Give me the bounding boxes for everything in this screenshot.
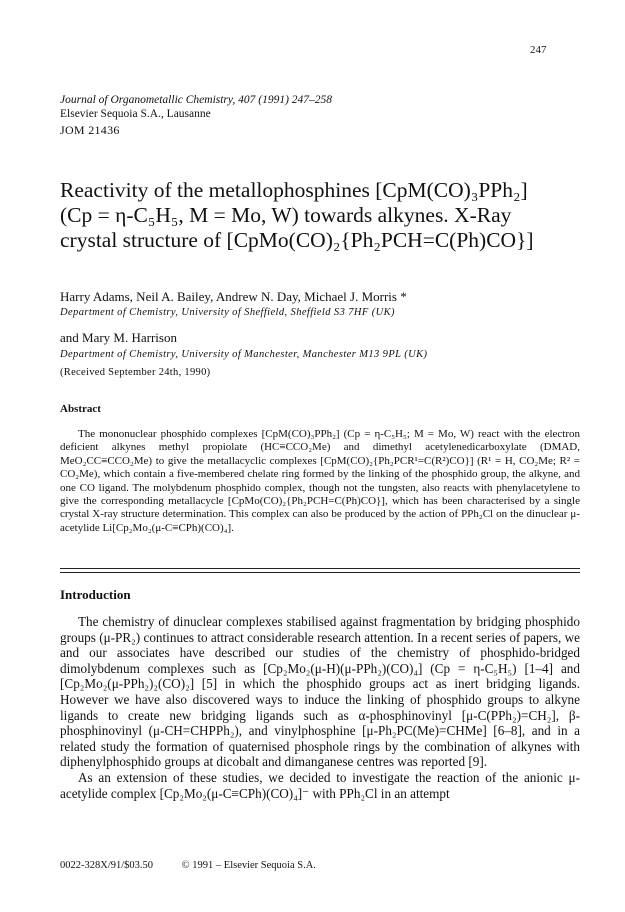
- introduction-paragraph-1: The chemistry of dinuclear complexes stabilised against fragmentation by bridging phosphido groups (μ-PR₂) continues to attract considerable research attention. In a recent series of papers, we and our associates have described our studies of the chemistry of phosphido-bridged dimolybdenum complexes such as [Cp₂Mo₂(μ-H)(μ-PPh₂)(CO)₄] (Cp = η-C₅H₅) [1–4] and [Cp₂Mo₂(μ-PPh₂)₂(CO)₂] [5] in which the phosphido groups act as inert bridging ligands. However we have also discovered ways to induce the linking of phosphido groups to alkyne ligands to create new bridging ligands such as α-phosphinovinyl [μ-C(PPh₂)=CH₂], β-phosphinovinyl (μ-CH=CHPPh₂), and vinylphosphine [μ-Ph₂PC(Me)=CHMe] [6–8], and in a related study the formation of quaternised phosphole rings by the combination of alkynes with diphenylphosphido groups at dicobalt and dimanganese centres was reported [9].: [60, 614, 580, 770]
- authors-group-2: and Mary M. Harrison: [60, 330, 177, 345]
- abstract-heading: Abstract: [60, 403, 101, 415]
- journal-citation: [60, 93, 332, 121]
- introduction-body: [60, 614, 580, 801]
- received-date: (Received September 24th, 1990): [60, 367, 211, 378]
- section-divider-top: [60, 568, 580, 569]
- affiliation-manchester: Department of Chemistry, University of Manchester, Manchester M13 9PL (UK): [60, 349, 428, 360]
- introduction-heading: Introduction: [60, 587, 131, 602]
- authors-group-1: Harry Adams, Neil A. Bailey, Andrew N. Day, Michael J. Morris *: [60, 289, 407, 304]
- introduction-paragraph-2: As an extension of these studies, we decided to investigate the reaction of the anionic μ-acetylide complex [Cp₂Mo₂(μ-C≡CPh)(CO)₄]⁻ with PPh₂Cl in an attempt: [60, 769, 580, 801]
- title-line-3: crystal structure of [CpMo(CO)₂{Ph₂PCH=C(Ph)CO}]: [60, 228, 534, 252]
- journal-line-1: Journal of Organometallic Chemistry, 407 (1991) 247–258: [60, 94, 333, 106]
- title-line-1: Reactivity of the metallophosphines [CpM(CO)₃PPh₂]: [60, 178, 528, 202]
- jom-number: JOM 21436: [60, 123, 120, 137]
- title-line-2: (Cp = η-C₅H₅, M = Mo, W) towards alkynes. X-Ray: [60, 203, 512, 227]
- affiliation-sheffield: Department of Chemistry, University of Sheffield, Sheffield S3 7HF (UK): [60, 307, 395, 318]
- page-footer: [60, 860, 580, 871]
- footer-copyright: © 1991 – Elsevier Sequoia S.A.: [181, 860, 316, 871]
- page-number: 247: [530, 44, 547, 56]
- article-title: [60, 178, 580, 253]
- abstract-text: The mononuclear phosphido complexes [CpM(CO)₃PPh₂] (Cp = η-C₅H₅; M = Mo, W) react with the electron deficient alkynes methyl propiolate (HC≡CCO₂Me) and dimethyl acetylenedicarboxylate (DMAD, MeO₂CC≡CCO₂Me) to give the metallacyclic complexes [CpM(CO)₂{Ph₂PCR¹=C(R²)CO}] (R¹ = H, CO₂Me; R² = CO₂Me), which contain a five-membered chelate ring formed by the linking of the phosphido group, the alkyne, and one CO ligand. The molybdenum phosphido complex, though not the tungsten, also reacts with phenylacetylene to give the corresponding metallacycle [CpMo(CO)₂{Ph₂PCH=C(Ph)CO}], which has been characterised by a single crystal X-ray structure determination. This complex can also be produced by the action of PPh₂Cl on the dinuclear μ-acetylide Li[Cp₂Mo₂(μ-C≡CPh)(CO)₄].: [60, 428, 580, 534]
- section-divider-bottom: [60, 572, 580, 573]
- journal-line-2: Elsevier Sequoia S.A., Lausanne: [60, 108, 211, 120]
- abstract-body: [60, 428, 580, 535]
- footer-code: 0022-328X/91/$03.50: [60, 860, 154, 871]
